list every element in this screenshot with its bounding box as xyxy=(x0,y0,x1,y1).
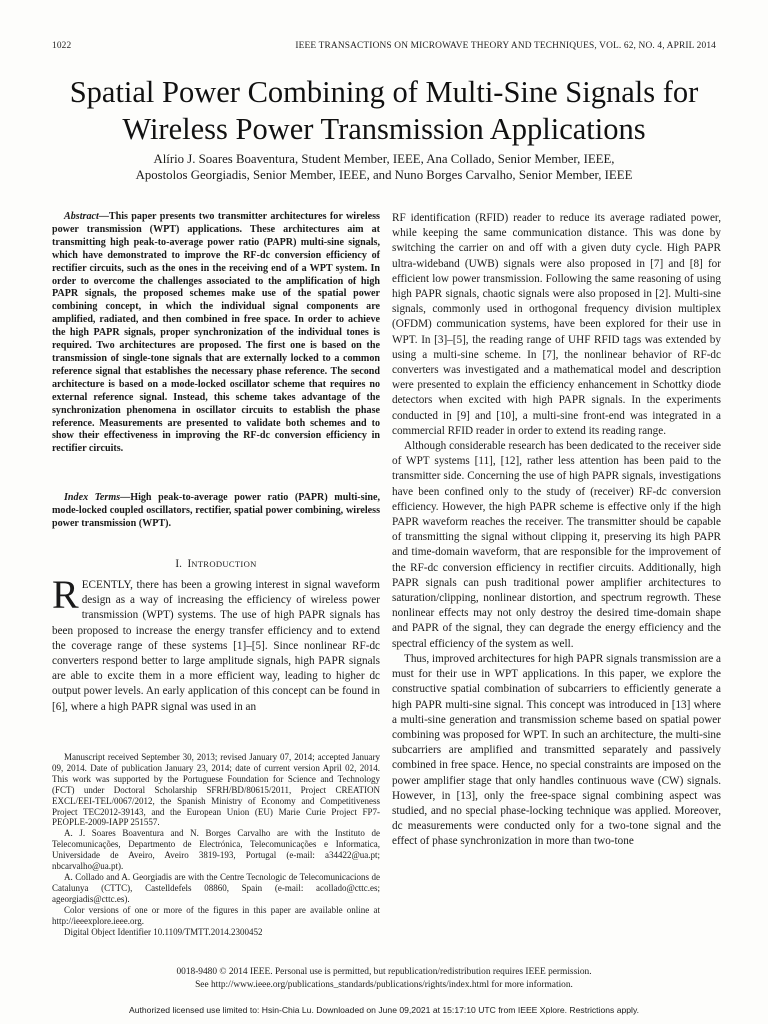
license-notice: Authorized licensed use limited to: Hsin-Chia Lu. Downloaded on June 09,2021 at 15:17:10 UTC from IEEE Xplore. Restrictions apply. xyxy=(128,1005,639,1015)
section-heading-introduction: I. INTRODUCTION xyxy=(175,558,257,570)
right-paragraph-2: Although considerable research has been dedicated to the receiver side of WPT systems [11], [12], rather less attention has been paid to the transmitter side. Concerning the use of high PAPR signals, investigations have been confined only to the study of (receiver) RF-dc conversion efficiency. However, the high PAPR scheme is effective only if the high PAPR waveform reaches the receiver. The transmitter should be capable of transmitting the signal without clipping it, preserving its high PAPR and time-domain waveform, that are responsible for the improvement of the RF-dc conversion efficiency in rectifier circuits. Additionally, high PAPR signals can push traditional power amplifier architectures to saturation/clipping, nonlinear distortion, and spectrum regrowth. These nonlinear effects may not only destroy the desired time-domain shape and PAPR of the signal, they can degrade the energy efficiency and the spectral efficiency of the system as well. xyxy=(392,440,721,650)
footnote-manuscript: Manuscript received September 30, 2013; revised January 07, 2014; accepted January 09, 2014. Date of publication January 23, 2014; date of current version April 02, 2014. This work was supported by the Portuguese Foundation for Science and Technology (FCT) under Doctoral Scholarship SFRH/BD/80615/2011, Project CREATION EXCL/EEI-TEL/0067/2012, the Spanish Ministry of Economy and Competitiveness Project TEC2012-39143, and the European Union (EU) Marie Curie Project FP7-PEOPLE-2009-IAPP 251557. xyxy=(52,752,380,828)
page-number: 1022 xyxy=(52,41,72,51)
index-terms xyxy=(52,492,380,531)
footnote-doi: Digital Object Identifier 10.1109/TMTT.2014.2300452 xyxy=(64,926,263,937)
index-terms-label: Index Terms xyxy=(64,492,121,503)
author-list xyxy=(20,151,748,183)
footnote-affiliation-aveiro: A. J. Soares Boaventura and N. Borges Carvalho are with the Instituto de Telecomunicações, Departmento de Electrónica, Telecomunicações e Informatica, Universidade de Aveiro, Aveiro 3819-193, Portugal (e-mail: a34422@ua.pt; nbcarvalho@ua.pt). xyxy=(52,828,380,872)
copyright-notice xyxy=(0,966,768,992)
introduction-paragraph: RECENTLY, there has been a growing interest in signal waveform design as a way of increasing the efficiency of wireless power transmission (WPT) systems. The use of high PAPR signals has been proposed to increase the energy transfer efficiency and to extend the coverage range of these systems [1]–[5]. Since nonlinear RF-dc converters respond better to large amplitude signals, high PAPR signals are able to excite them in a more efficient way, leading to higher dc output power levels. An early application of this concept can be found in [6], where a high PAPR signal was used in an xyxy=(52,572,380,713)
author-line-1: Alírio J. Soares Boaventura, Student Member, IEEE, Ana Collado, Senior Member, IEEE, xyxy=(153,152,615,166)
right-paragraph-3: Thus, improved architectures for high PAPR signals transmission are a must for their use in WPT applications. In this paper, we explore the constructive spatial combination of subcarriers to efficiently generate a high PAPR multi-sine signal. This concept was introduced in [13] where a multi-sine generation and transmission scheme based on spatial power combining was proposed for WPT. In such an architecture, the multi-sine subcarriers are amplified and transmitted separately and passively combined in free space. Hence, no special constraints are imposed on the power amplifier stage that only handles continuous wave (CW) signals. However, in [13], only the free-space signal combining aspect was studied, and no special phase-locking technique was applied. Moreover, dc measurements were conducted only for a two-tone signal and the effect of phase synchronization in more than two-tone xyxy=(392,652,721,848)
rights-link-line: See http://www.ieee.org/publications_standards/publications/rights/index.html for more information. xyxy=(195,980,573,990)
journal-header: IEEE TRANSACTIONS ON MICROWAVE THEORY AND TECHNIQUES, VOL. 62, NO. 4, APRIL 2014 xyxy=(295,41,716,51)
abstract xyxy=(52,211,380,456)
footnote-affiliation-cttc: A. Collado and A. Georgiadis are with the Centre Tecnologic de Telecomunicacions de Catalunya (CTTC), Castelldefels 08860, Spain (e-mail: acollado@cttc.es; ageorgiadis@cttc.es). xyxy=(52,871,380,904)
abstract-text: —This paper presents two transmitter architectures for wireless power transmission (WPT) applications. These architectures aim at transmitting high peak-to-average power ratio (PAPR) multi-sine signals, which have demonstrated to improve the RF-dc conversion efficiency of rectifier circuits, such as the ones in the receiving end of a WPT system. In order to overcome the challenges associated to the amplification of high PAPR signals, the proposed schemes make use of the spatial power combining concept, in which the individual signal components are amplified, radiated, and then combined in free space. In order to achieve the high PAPR signals, proper synchronization of the individual tones is required. Two architectures are proposed. The first one is based on the transmission of single-tone signals that are externally locked to a common reference signal that establishes the necessary phase reference. The second architecture is based on a mode-locked oscillator scheme that requires no external reference signal. Instead, this scheme takes advantage of the synchronization phenomena in oscillator circuits to establish the phase reference. Measurements are presented to validate both schemes and to show their effectiveness in improving the RF-dc conversion efficiency in rectifier circuits. xyxy=(52,211,380,455)
copyright-line: 0018-9480 © 2014 IEEE. Personal use is permitted, but republication/redistribution requires IEEE permission. xyxy=(176,967,592,977)
drop-cap: R xyxy=(52,572,79,617)
right-paragraph-1: RF identification (RFID) reader to reduce its average radiated power, while keeping the same communication distance. This was done by switching the carrier on and off with a given duty cycle. High PAPR ultra-wideband (UWB) signals were also proposed in [7] and [8] for efficient low power transmission. Following the same reasoning of using high PAPR signals, chaotic signals were also proposed in [2]. Multi-sine signals, commonly used in orthogonal frequency division multiplex (OFDM) communication systems, have been explored for their use in WPT. In [3]–[5], the reading range of UHF RFID tags was extended by using a multi-sine scheme. In [7], the nonlinear behavior of RF-dc converters was investigated and a mathematical model and description were presented to explain the efficiency enhancement in Schottky diode detectors when excited with high PAPR signals. In the experiments conducted in [9] and [10], a multi-sine front-end was integrated in a commercial RFID reader in order to extend its reading range. xyxy=(392,212,721,437)
author-line-2: Apostolos Georgiadis, Senior Member, IEEE, and Nuno Borges Carvalho, Senior Member, IEEE xyxy=(135,168,633,182)
paper-title: Spatial Power Combining of Multi-Sine Signals for Wireless Power Transmission Applications xyxy=(69,75,699,146)
first-page-footnote xyxy=(52,752,380,937)
index-terms-text: —High peak-to-average power ratio (PAPR) multi-sine, mode-locked coupled oscillators, rectifier, spatial power combining, wireless power transmission (WPT). xyxy=(52,492,380,529)
footnote-color-versions: Color versions of one or more of the figures in this paper are available online at http://ieeexplore.ieee.org. xyxy=(52,904,380,926)
right-column xyxy=(392,211,721,850)
abstract-label: Abstract xyxy=(64,211,99,222)
